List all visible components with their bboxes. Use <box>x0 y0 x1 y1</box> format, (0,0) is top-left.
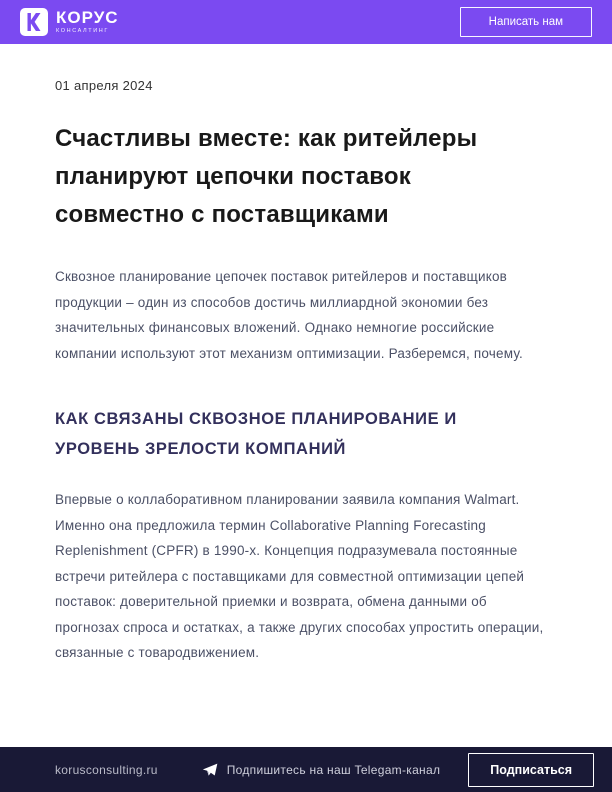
logo-sub-text: КОНСАЛТИНГ <box>56 28 109 35</box>
section-heading: КАК СВЯЗАНЫ СКВОЗНОЕ ПЛАНИРОВАНИЕ И УРОВЕНЬ ЗРЕЛОСТИ КОМПАНИЙ <box>55 410 457 458</box>
section-body-paragraph: Впервые о коллаборативном планировании заявила компания Walmart. Именно она предложила термин Collaborative Planning Forecasting Replenishment (CPFR) в 1990-х. Концепция подразумевала постоянные встречи ритейлера с поставщиками для совместной оптимизации цепей поставок: доверительной приемки и возврата, обмена данными об прогнозах спроса и остатках, а также других способах упростить операции, связанные с товародвижением. <box>55 492 544 660</box>
subscribe-button[interactable]: Подписаться <box>468 753 594 787</box>
article-title: Счастливы вместе: как ритейлеры планируют цепочки поставок совместно с поставщиками <box>55 125 478 228</box>
footer-site-link[interactable]: korusconsulting.ru <box>55 762 158 777</box>
site-header <box>0 0 612 44</box>
footer-telegram-group <box>202 762 441 778</box>
korus-logo[interactable] <box>20 8 119 36</box>
telegram-paper-plane-icon <box>202 762 218 778</box>
korus-logo-icon <box>20 8 48 36</box>
article-main <box>0 44 612 747</box>
logo-text <box>56 9 119 35</box>
article-date: 01 апреля 2024 <box>55 78 153 93</box>
logo-brand-text: КОРУС <box>56 8 119 28</box>
footer-telegram-text: Подпишитесь на наш Telegam-канал <box>226 762 441 777</box>
site-footer <box>0 747 612 792</box>
contact-button[interactable]: Написать нам <box>460 7 592 37</box>
article-intro-paragraph: Сквозное планирование цепочек поставок ритейлеров и поставщиков продукции – один из способов достичь миллиардной экономии без значительных финансовых вложений. Однако немногие российские компании используют этот механизм оптимизации. Разберемся, почему. <box>55 269 523 361</box>
